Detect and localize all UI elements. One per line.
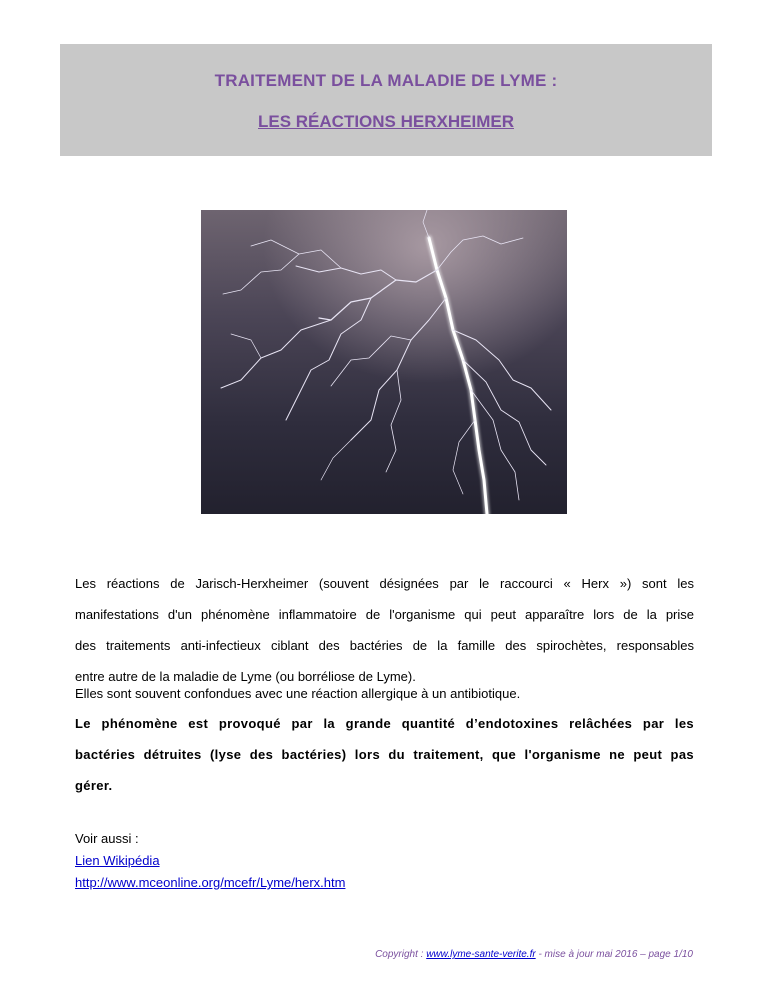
- bold-paragraph: [75, 708, 694, 801]
- site-link[interactable]: www.lyme-sante-verite.fr: [426, 949, 536, 960]
- see-also-label: Voir aussi :: [75, 831, 139, 846]
- mceonline-link[interactable]: http://www.mceonline.org/mcefr/Lyme/herx.htm: [75, 875, 346, 890]
- page-subtitle: LES RÉACTIONS HERXHEIMER: [258, 112, 514, 131]
- footer-prefix: Copyright :: [375, 949, 427, 960]
- intro-line: des traitements anti-infectieux ciblant des bactéries de la famille des spirochètes, responsables: [75, 638, 694, 653]
- bold-line: bactéries détruites (lyse des bactéries) lors du traitement, que l'organisme ne peut pas: [75, 747, 694, 762]
- intro-line: entre autre de la maladie de Lyme (ou borréliose de Lyme).: [75, 669, 416, 684]
- page-title: TRAITEMENT DE LA MALADIE DE LYME :: [214, 71, 558, 90]
- intro-paragraph: [75, 568, 694, 692]
- footer-suffix: - mise à jour mai 2016 – page 1/10: [535, 949, 693, 960]
- intro-line: manifestations d'un phénomène inflammatoire de l'organisme qui peut apparaître lors de la prise: [75, 607, 694, 622]
- wikipedia-link[interactable]: Lien Wikipédia: [75, 853, 160, 868]
- footer: [375, 949, 693, 960]
- bold-line: gérer.: [75, 778, 113, 793]
- title-banner: [60, 44, 712, 156]
- bold-line: Le phénomène est provoqué par la grande quantité d’endotoxines relâchées par les: [75, 716, 694, 731]
- intro-line: Les réactions de Jarisch-Herxheimer (souvent désignées par le raccourci « Herx ») sont les: [75, 576, 694, 591]
- lightning-photo: [201, 210, 567, 514]
- allergy-note: Elles sont souvent confondues avec une réaction allergique à un antibiotique.: [75, 686, 521, 701]
- see-also-section: [75, 828, 345, 894]
